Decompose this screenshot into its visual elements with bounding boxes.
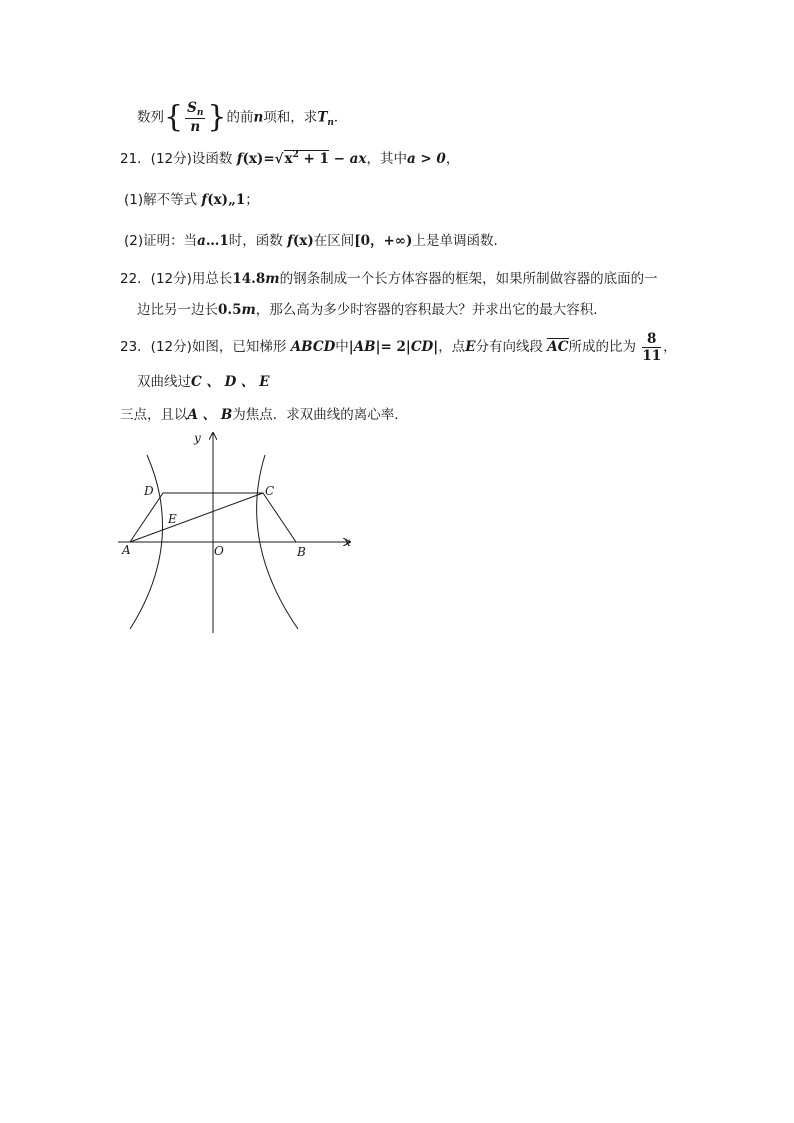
q21-line [120, 150, 459, 170]
q21-minus: − ax [328, 151, 367, 167]
q21-p2-arg: (x) [292, 233, 314, 249]
q23-pts: C 、 D 、 E [191, 374, 270, 390]
q23-comma: ， [663, 339, 677, 355]
q22-len: 14.8 [232, 271, 266, 287]
label-E: E [168, 512, 177, 526]
q23-text4: 分有向线段 [475, 339, 543, 355]
q21-p2-text: 时，函数 [228, 233, 283, 249]
q20-prefix: 数列 [137, 109, 164, 126]
q21-p2-one: 1 [219, 233, 229, 249]
q23-e: E [465, 339, 476, 355]
q22-diff: 0.5 [218, 302, 242, 318]
q22-line2b: ，那么高为多少时容器的容积最大？并求出它的最大容积． [255, 302, 607, 318]
hyperbola-figure [110, 425, 370, 640]
label-y: y [194, 431, 201, 445]
q23-line2a: 双曲线过 [137, 374, 191, 390]
q21-number: 21．(12分) [120, 151, 192, 167]
q22-unit2: m [241, 302, 256, 318]
q22-line2a: 边比另一边长 [137, 302, 218, 318]
q22-text2: 的钢条制成一个长方体容器的框架，如果所制做容器的底面的一 [279, 271, 658, 287]
q21-text1: 设函数 [191, 151, 233, 167]
q23-line3b: 为焦点．求双曲线的离心率． [232, 407, 408, 423]
q20-frac-num-sub: n [196, 108, 204, 118]
q21-f: f [236, 151, 243, 167]
q21-p2-a: a [197, 233, 206, 249]
q23-number: 23．(12分) [120, 339, 192, 355]
q21-part2 [124, 232, 507, 250]
q20-tail-line [137, 100, 347, 135]
q20-frac-den: n [190, 119, 201, 135]
q20-frac-num: S [187, 100, 197, 116]
q20-T-sub: n [327, 117, 334, 128]
q20-mid: 的前 [226, 109, 254, 126]
q21-p2-f: f [287, 233, 293, 249]
q21-rad-sup: 2 [292, 150, 299, 160]
q21-p2-label: (2)证明：当 [124, 233, 198, 249]
q20-mid2: 项和，求 [263, 109, 318, 126]
q23-ac-vector: AC [547, 339, 569, 355]
q20-fraction [185, 100, 205, 135]
label-O: O [214, 544, 224, 558]
q21-p1-one: 1 [235, 192, 246, 208]
q21-p1-f: f [201, 192, 208, 208]
q23-cd: |CD| [405, 339, 439, 355]
q21-p1-sym: „ [228, 192, 236, 208]
q22-text1: 用总长 [191, 271, 233, 287]
q21-eq: = [263, 151, 275, 167]
q23-ab: |AB| [348, 339, 381, 355]
q23-line1 [120, 330, 677, 364]
q20-n: n [253, 109, 264, 126]
right-brace: } [207, 99, 227, 135]
q22-unit: m [265, 271, 280, 287]
q21-arg: (x) [242, 151, 264, 167]
q23-text1: 如图，已知梯形 [191, 339, 287, 355]
q23-foci: A 、 B [187, 407, 233, 423]
q21-p1-arg: (x) [207, 192, 229, 208]
q21-end: ， [445, 151, 460, 167]
q21-p2-text3: 上是单调函数． [412, 233, 507, 249]
q23-ratio [642, 331, 661, 364]
left-brace: { [164, 99, 184, 135]
q23-ratio-num: 8 [642, 331, 661, 348]
q23-eq: = 2 [380, 339, 406, 355]
q21-text2: ，其中 [366, 151, 407, 167]
sqrt-symbol: √ [274, 151, 284, 167]
diagonal-ac [130, 493, 263, 542]
q20-T: T [317, 109, 328, 126]
q22-line2 [137, 301, 607, 319]
q23-line2 [137, 373, 270, 391]
label-D: D [144, 484, 154, 498]
q23-text5: 所成的比为 [568, 339, 637, 355]
q21-p2-text2: 在区间 [313, 233, 355, 249]
q23-ratio-den: 11 [642, 347, 662, 364]
q21-p2-interval: [0，+∞) [354, 233, 413, 249]
q22-number: 22．(12分) [120, 271, 192, 287]
q22-line1 [120, 270, 658, 288]
label-A: A [122, 543, 131, 557]
q21-part1 [124, 191, 259, 209]
q21-p2-sym: … [205, 233, 220, 249]
q21-p1-label: (1)解不等式 [124, 192, 198, 208]
label-C: C [265, 484, 275, 498]
q21-radicand [284, 150, 329, 167]
q20-end: ． [333, 109, 348, 126]
q21-rad-tail: + 1 [298, 151, 329, 167]
q21-p1-end: ； [245, 192, 259, 208]
label-B: B [297, 545, 306, 559]
q21-cond: a > 0 [406, 151, 446, 167]
q23-line3 [120, 406, 408, 424]
q21-rad: x [284, 151, 293, 167]
q23-text2: 中 [335, 339, 349, 355]
q23-abcd: ABCD [290, 339, 336, 355]
q23-line3: 三点，且以 [120, 407, 188, 423]
q23-text3: ，点 [438, 339, 466, 355]
label-x: x [344, 535, 351, 549]
